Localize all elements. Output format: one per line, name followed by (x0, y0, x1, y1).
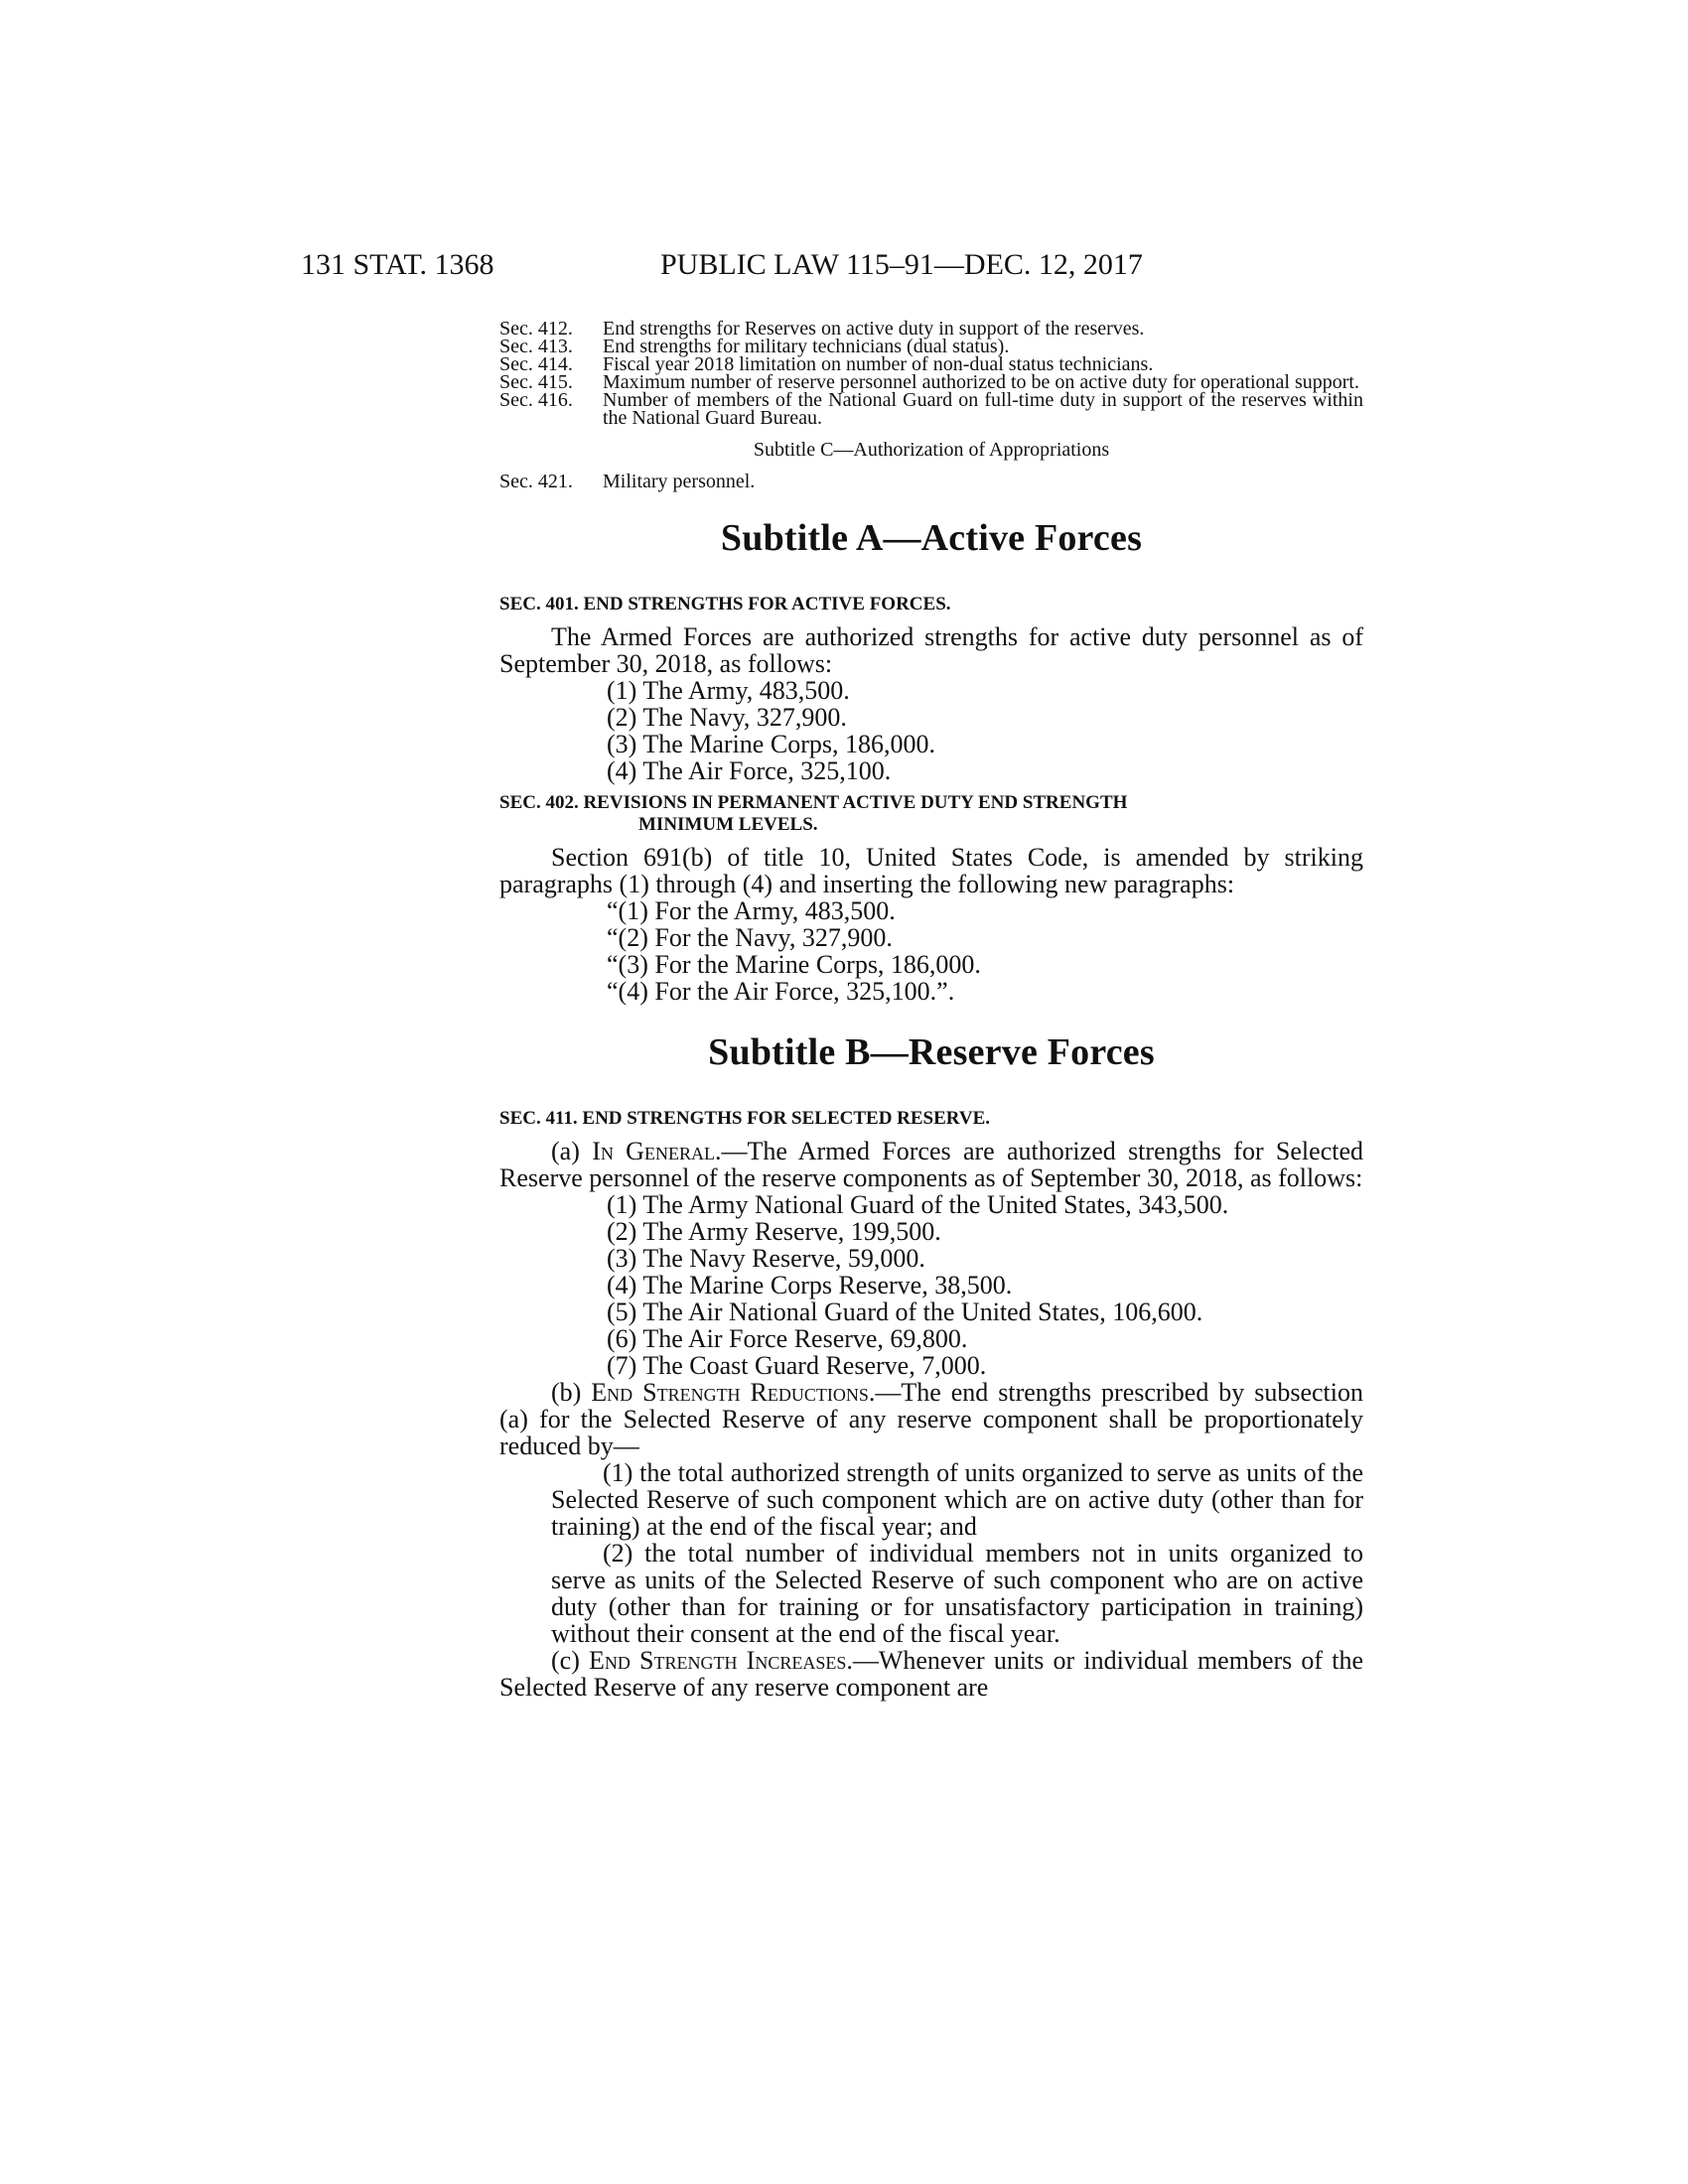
paragraph-text: (2) the total number of individual members not in units organized to serve as units of the Selected Reserve of such component who are on active duty (other than for training or for unsatisfactory participation in training) without their consent at the end of the fiscal year. (551, 1539, 1363, 1648)
list-item: (5) The Air National Guard of the United States, 106,600. (607, 1297, 1203, 1326)
subsection-text: .—The end strengths prescribed by subsection (a) for the Selected Reserve of any reserve component shall be proportionately reduced by— (499, 1378, 1364, 1460)
toc-subtitle-c: Subtitle C—Authorization of Appropriations (753, 439, 1110, 461)
list-item: (3) The Marine Corps, 186,000. (607, 730, 935, 758)
subtitle-a-heading: Subtitle A—Active Forces (720, 517, 1143, 559)
sec-411-subsection-a (499, 1138, 1363, 1191)
sec-402-heading-line1: SEC. 402. REVISIONS IN PERMANENT ACTIVE DUTY END STRENGTH (499, 792, 1128, 813)
text-column (499, 320, 1363, 1701)
stat-page-number: 131 STAT. 1368 (301, 248, 494, 281)
subsection-text: .—The Armed Forces are authorized strengths for Selected Reserve personnel of the reserve components as of September 30, 2018, as follows: (499, 1137, 1363, 1192)
list-item: (4) The Marine Corps Reserve, 38,500. (607, 1271, 1013, 1299)
list-item: (1) The Army National Guard of the United States, 343,500. (607, 1190, 1229, 1219)
subsection-caption: End Strength Reductions (591, 1378, 869, 1407)
sec-411-heading: SEC. 411. END STRENGTHS FOR SELECTED RESERVE. (499, 1108, 990, 1129)
toc-section-title: End strengths for military technicians (dual status). (603, 336, 1010, 357)
sec-401-heading: SEC. 401. END STRENGTHS FOR ACTIVE FORCES. (499, 594, 951, 614)
toc-section-title: Military personnel. (603, 471, 756, 492)
paragraph-item (499, 1459, 1363, 1540)
running-header (0, 248, 1688, 288)
subsection-label: (b) (551, 1378, 592, 1407)
list-item: “(4) For the Air Force, 325,100.”. (607, 977, 955, 1006)
toc-entry (499, 473, 1363, 490)
subsection-label: (a) (551, 1137, 593, 1165)
list-item: “(1) For the Army, 483,500. (607, 896, 896, 925)
sec-402-heading (499, 792, 1363, 836)
list-item: (7) The Coast Guard Reserve, 7,000. (607, 1351, 987, 1380)
subsection-caption: In General (592, 1137, 715, 1165)
list-item: (4) The Air Force, 325,100. (607, 756, 892, 785)
toc-section-number: Sec. 413. (499, 336, 573, 357)
sec-411-subsection-c (499, 1647, 1363, 1701)
toc-section-number: Sec. 421. (499, 471, 573, 492)
sec-401-intro: The Armed Forces are authorized strengths for active duty personnel as of September 30, 2018, as follows: (499, 622, 1363, 678)
public-law-title: PUBLIC LAW 115–91—DEC. 12, 2017 (660, 248, 1143, 281)
paragraph-item (499, 1540, 1363, 1647)
toc-entry (499, 391, 1363, 427)
toc-section-number: Sec. 416. (499, 389, 573, 411)
sec-411-subsection-b (499, 1379, 1363, 1459)
toc-section-number: Sec. 414. (499, 353, 573, 375)
toc-section-number: Sec. 412. (499, 318, 573, 340)
list-item: “(3) For the Marine Corps, 186,000. (607, 950, 981, 979)
table-of-contents (499, 320, 1363, 490)
toc-section-title: Maximum number of reserve personnel authorized to be on active duty for operational support. (603, 371, 1359, 393)
toc-section-title: Number of members of the National Guard on full-time duty in support of the reserves within the National Guard Bureau. (603, 389, 1363, 429)
list-item: (2) The Army Reserve, 199,500. (607, 1217, 941, 1246)
subsection-text: .—Whenever units or individual members of the Selected Reserve of any reserve component are (499, 1646, 1363, 1702)
sec-402-heading-line2: MINIMUM LEVELS. (638, 814, 818, 835)
list-item: (6) The Air Force Reserve, 69,800. (607, 1324, 968, 1353)
toc-section-title: End strengths for Reserves on active duty in support of the reserves. (603, 318, 1145, 340)
list-item: (1) The Army, 483,500. (607, 676, 850, 705)
list-item: “(2) For the Navy, 327,900. (607, 923, 893, 952)
list-item: (3) The Navy Reserve, 59,000. (607, 1244, 925, 1273)
subsection-label: (c) (551, 1646, 590, 1675)
subtitle-b-heading: Subtitle B—Reserve Forces (708, 1031, 1155, 1073)
toc-section-number: Sec. 415. (499, 371, 573, 393)
subsection-caption: End Strength Increases (589, 1646, 847, 1675)
toc-section-title: Fiscal year 2018 limitation on number of non-dual status technicians. (603, 353, 1154, 375)
list-item: (2) The Navy, 327,900. (607, 703, 847, 732)
paragraph-text: (1) the total authorized strength of units organized to serve as units of the Selected Reserve of such component which are on active duty (other than for training) at the end of the fiscal year; and (551, 1458, 1363, 1541)
sec-402-intro: Section 691(b) of title 10, United States Code, is amended by striking paragraphs (1) through (4) and inserting the following new paragraphs: (499, 843, 1363, 898)
